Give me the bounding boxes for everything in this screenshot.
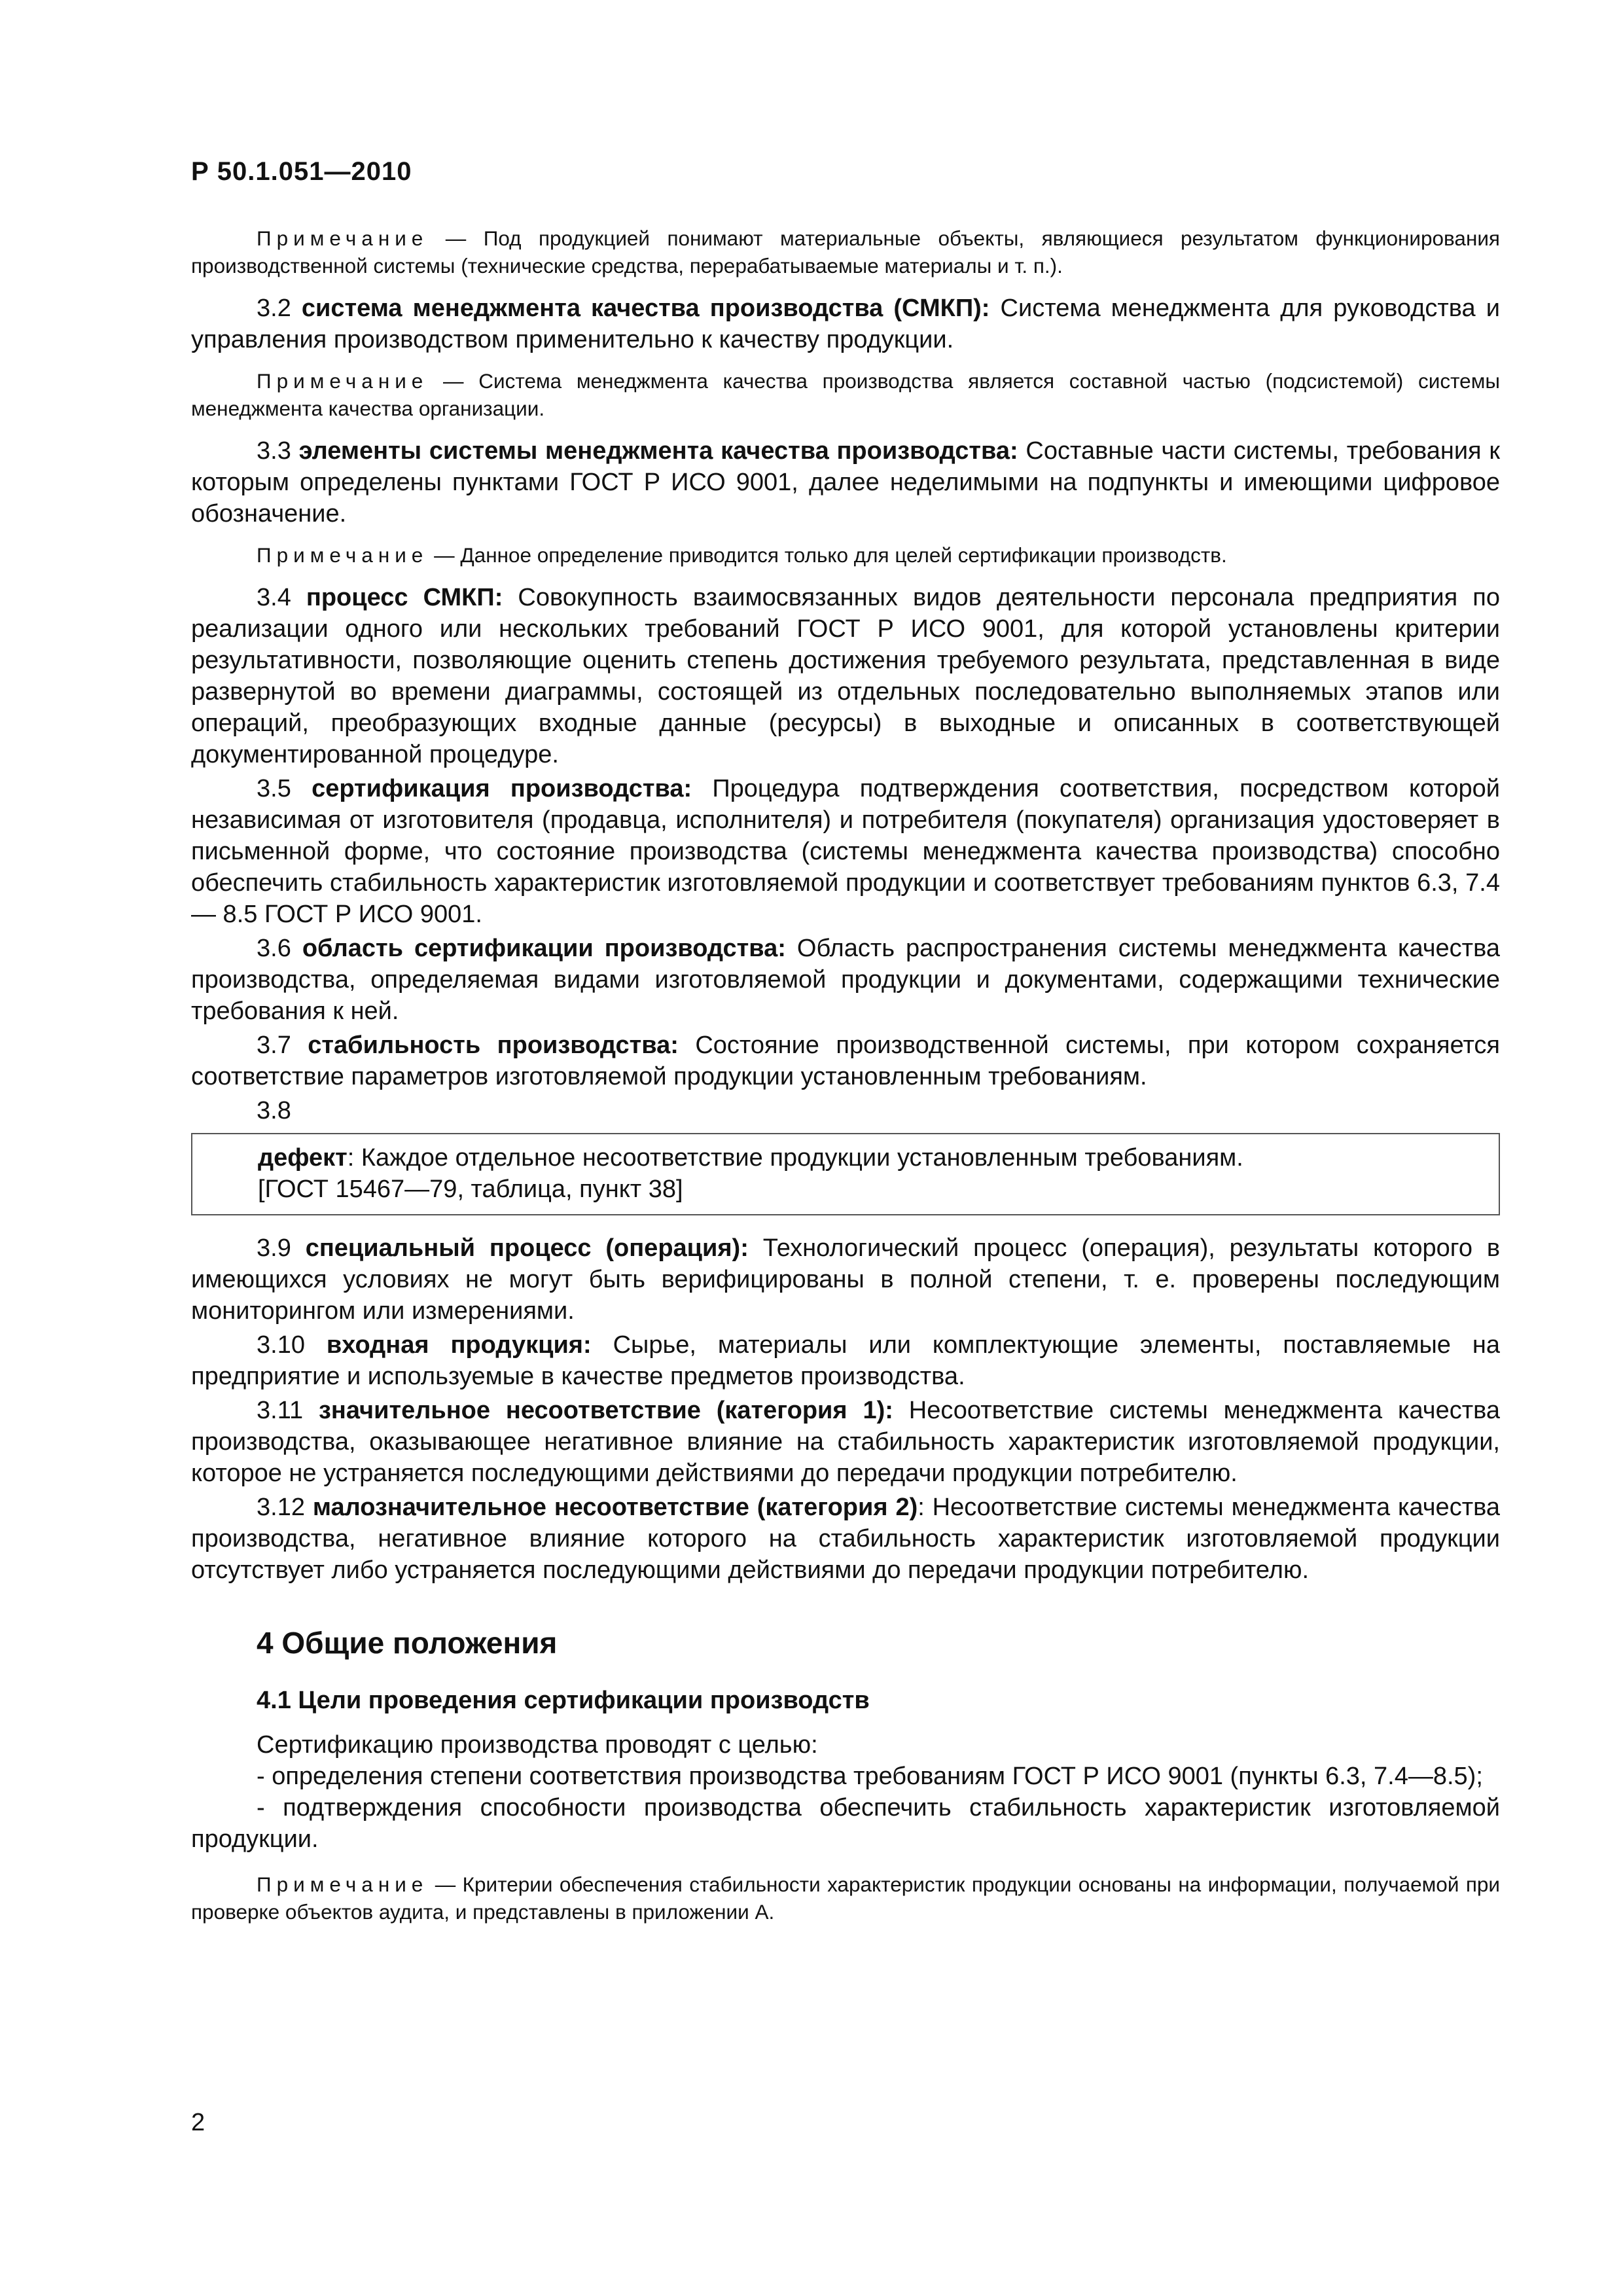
clause-term: процесс СМКП: xyxy=(306,584,503,611)
clause-3-9 xyxy=(191,1232,1500,1327)
clause-3-8 xyxy=(191,1095,1500,1126)
page-number: 2 xyxy=(191,2109,205,2136)
subsection-heading-4-1: 4.1 Цели проведения сертификации производств xyxy=(257,1687,870,1714)
document-code: Р 50.1.051—2010 xyxy=(191,157,412,186)
clause-term: специальный процесс (операция): xyxy=(305,1234,749,1262)
clause-number: 3.3 xyxy=(257,437,291,465)
defect-text: : Каждое отдельное несоответствие продукции установленным требованиям. xyxy=(347,1144,1243,1172)
clause-text: Составные части системы, требования к которым определены пунктами ГОСТ Р ИСО 9001, далее неделимыми на подпункты и имеющими цифровое обозначение. xyxy=(191,437,1500,528)
clause-text: Область распространения системы менеджмента качества производства, определяемая видами изготовляемой продукции и документами, содержащими технические требования к ней. xyxy=(191,935,1500,1025)
intro-text: Сертификацию производства проводят с целью: xyxy=(257,1731,818,1759)
clause-number: 3.6 xyxy=(257,935,291,962)
clause-term: система менеджмента качества производства (СМКП): xyxy=(301,295,990,322)
clause-term: область сертификации производства: xyxy=(302,935,786,962)
note-separator: — xyxy=(428,543,461,567)
defect-definition-box xyxy=(191,1133,1500,1215)
clause-term: стабильность производства: xyxy=(308,1031,679,1059)
clause-number: 3.8 xyxy=(257,1097,291,1124)
clause-text: Процедура подтверждения соответствия, посредством которой независимая от изготовителя (продавца, исполнителя) и потребителя (покупателя) организация удостоверяет в письменной форме, что состояние производства (системы менеджмента качества производства) способно обеспечить стабильность характеристик изготовляемой продукции и соответствует требованиям пунктов 6.3, 7.4 — 8.5 ГОСТ Р ИСО 9001. xyxy=(191,775,1500,928)
clause-term: входная продукция: xyxy=(326,1331,592,1359)
clause-text: Несоответствие системы менеджмента качества производства, оказывающее негативное влияние на стабильность характеристик изготовляемой продукции, которое не устраняется последующими действиями до передачи продукции потребителю. xyxy=(191,1397,1501,1487)
clause-number: 3.12 xyxy=(257,1494,305,1521)
note-1 xyxy=(191,224,1500,279)
clause-term: значительное несоответствие (категория 1): xyxy=(319,1397,893,1424)
clause-text: Технологический процесс (операция), результаты которого в имеющихся условиях не могут быть верифицированы в полной степени, т. е. проверены последующим мониторингом или измерениями. xyxy=(191,1234,1501,1325)
note-separator: — xyxy=(428,226,484,250)
section-heading-4: 4 Общие положения xyxy=(257,1626,558,1660)
note-text: Система менеджмента качества производства является составной частью (подсистемой) системы менеджмента качества организации. xyxy=(191,369,1500,420)
note-label: Примечание xyxy=(257,543,429,567)
clause-text: : Несоответствие системы менеджмента качества производства, негативное влияние которого на стабильность характеристик изготовляемой продукции отсутствует либо устраняется последующими действиями до передачи продукции потребителю. xyxy=(191,1494,1500,1584)
clause-3-3 xyxy=(191,435,1500,529)
note-label: Примечание xyxy=(257,1873,429,1896)
clause-text: Состояние производственной системы, при котором сохраняется соответствие параметров изготовляемой продукции установленным требованиям. xyxy=(191,1031,1500,1090)
clause-3-12 xyxy=(191,1492,1500,1586)
note-separator: — xyxy=(428,1873,463,1896)
clause-3-11 xyxy=(191,1395,1500,1489)
clause-number: 3.5 xyxy=(257,775,291,802)
note-3 xyxy=(191,541,1500,569)
note-2 xyxy=(191,367,1500,422)
clause-3-10 xyxy=(191,1329,1500,1392)
clause-number: 3.7 xyxy=(257,1031,291,1059)
clause-3-5 xyxy=(191,773,1500,930)
clause-3-2 xyxy=(191,293,1500,355)
note-label: Примечание xyxy=(257,226,429,250)
list-item: - подтверждения способности производства обеспечить стабильность характеристик изготовляемой продукции. xyxy=(191,1794,1500,1853)
clause-3-6 xyxy=(191,933,1500,1027)
clause-text: Система менеджмента для руководства и управления производством применительно к качеству продукции. xyxy=(191,295,1500,353)
note-text: Критерии обеспечения стабильности характеристик продукции основаны на информации, получаемой при проверке объектов аудита, и представлены в приложении А. xyxy=(191,1873,1500,1924)
clause-number: 3.11 xyxy=(257,1397,304,1424)
clause-number: 3.4 xyxy=(257,584,291,611)
clause-text: Совокупность взаимосвязанных видов деятельности персонала предприятия по реализации одного или нескольких требований ГОСТ Р ИСО 9001, для которой установлены критерии результативности, позволяющие оценить степень достижения требуемого результата, представленная в виде развернутой во времени диаграммы, состоящей из отдельных последовательно выполняемых этапов или операций, преобразующих входные данные (ресурсы) в выходные и описанных в соответствующей документированной процедуре. xyxy=(191,584,1500,768)
clause-term: сертификация производства: xyxy=(312,775,692,802)
defect-reference: [ГОСТ 15467—79, таблица, пункт 38] xyxy=(258,1175,683,1203)
defect-term: дефект xyxy=(258,1144,348,1172)
note-separator: — xyxy=(428,369,479,393)
note-label: Примечание xyxy=(257,369,429,393)
clause-term: элементы системы менеджмента качества производства: xyxy=(298,437,1018,465)
clause-term: малозначительное несоответствие (категория 2) xyxy=(312,1494,918,1521)
clause-3-4 xyxy=(191,582,1500,770)
note-4 xyxy=(191,1871,1500,1926)
clause-number: 3.9 xyxy=(257,1234,291,1262)
clause-3-7 xyxy=(191,1030,1500,1092)
note-text: Под продукцией понимают материальные объекты, являющиеся результатом функционирования производственной системы (технические средства, перерабатываемые материалы и т. п.). xyxy=(191,226,1500,278)
list-item: - определения степени соответствия производства требованиям ГОСТ Р ИСО 9001 (пункты 6.3, 7.4—8.5); xyxy=(257,1763,1483,1790)
defect-definition xyxy=(258,1142,1486,1174)
document-page xyxy=(191,157,1500,1939)
clause-text: Сырье, материалы или комплектующие элементы, поставляемые на предприятие и используемые в качестве предметов производства. xyxy=(191,1331,1500,1390)
note-text: Данное определение приводится только для целей сертификации производств. xyxy=(460,543,1227,567)
clause-number: 3.10 xyxy=(257,1331,305,1359)
clause-number: 3.2 xyxy=(257,295,291,322)
